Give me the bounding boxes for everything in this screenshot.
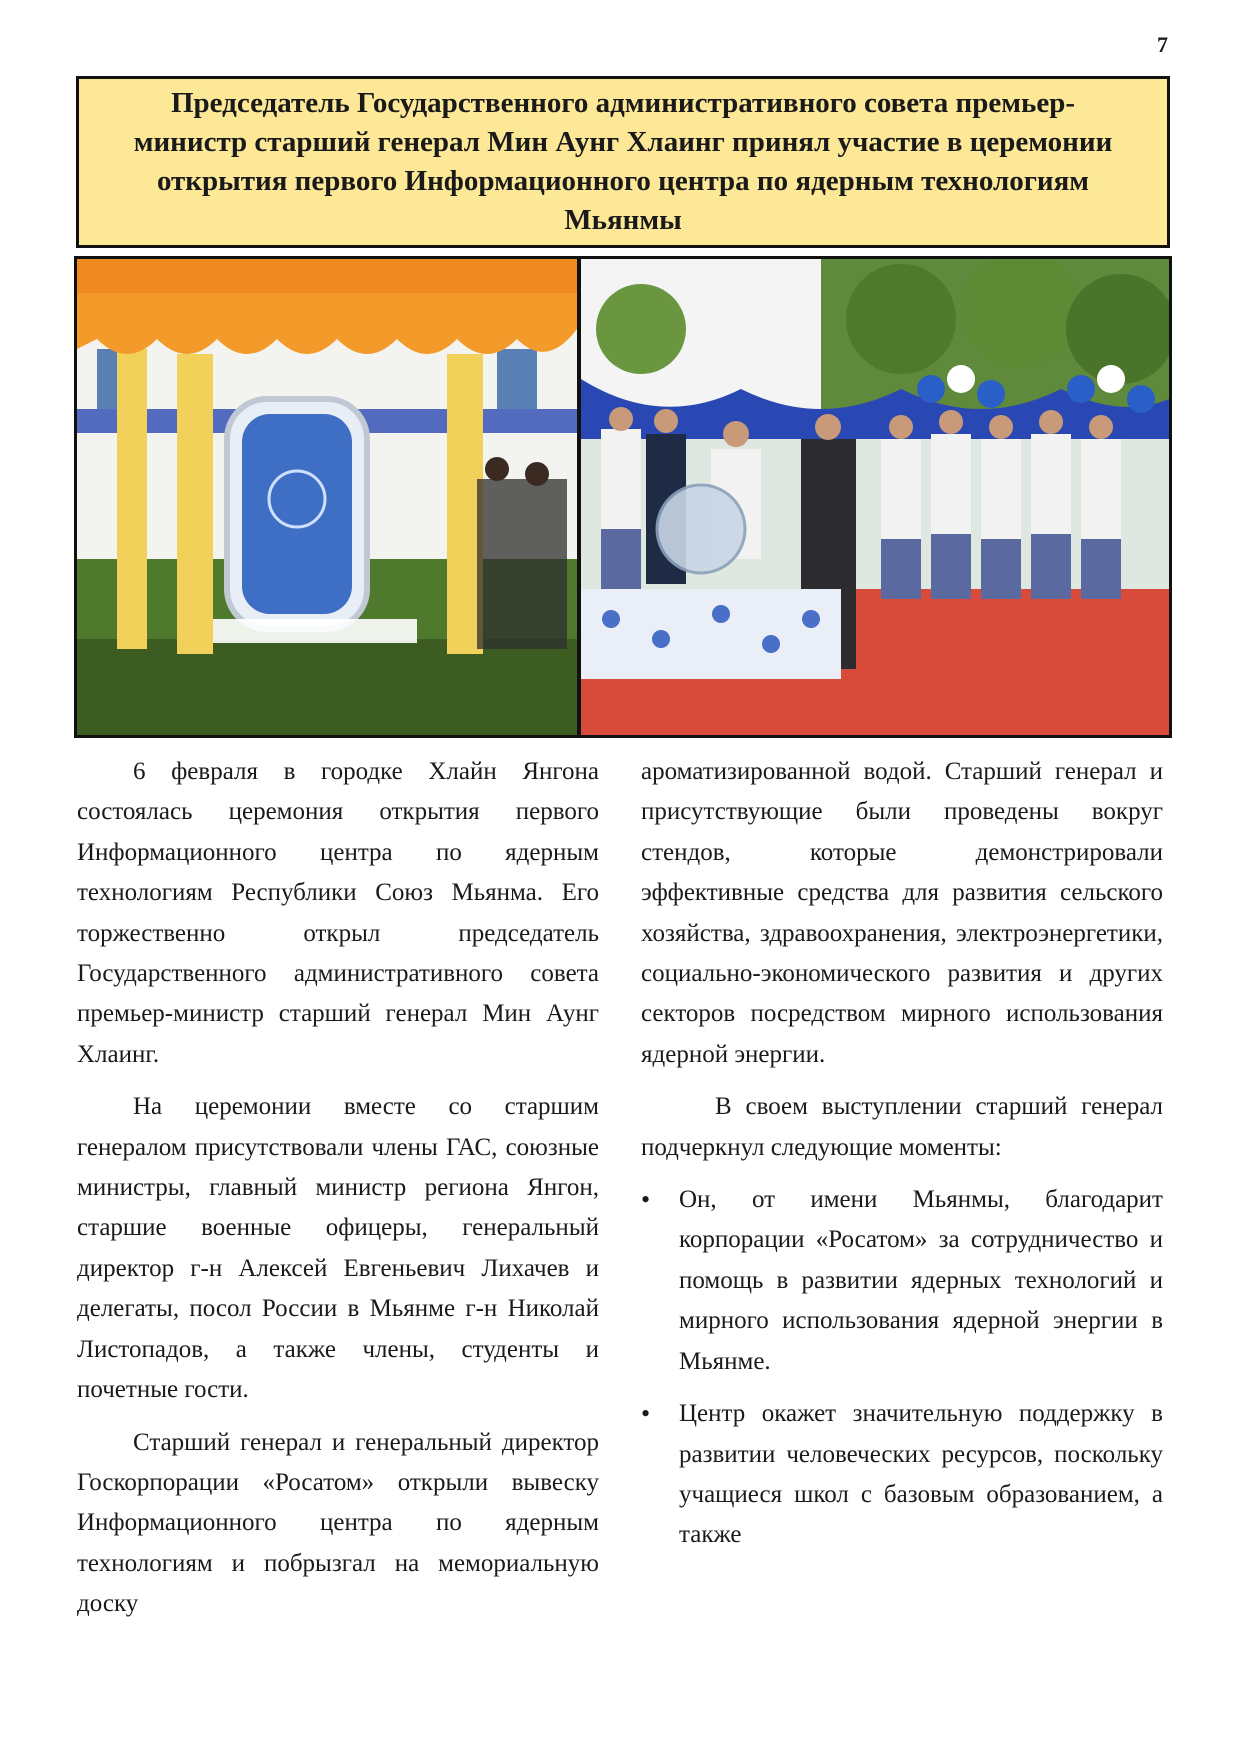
paragraph-attendees: На церемонии вместе со старшим генералом присутствовали члены ГАС, союзные министры, главный министр региона Янгон, старшие военные офицеры, генеральный директор г-н Алексей Евгеньевич Лихачев и делегаты, посол России в Мьянме г-н Николай Листопадов, а также члены, студенты и почетные гости. bbox=[77, 1093, 599, 1404]
photo-frame bbox=[74, 256, 1172, 738]
pavilion-illustration bbox=[77, 259, 577, 735]
list-item: • Он, от имени Мьянмы, благодарит корпорации «Росатом» за сотрудничество и помощь в развитии ядерных технологий и мирного использования ядерной энергии в Мьянме. bbox=[679, 1180, 1163, 1382]
article-body bbox=[77, 752, 1163, 1742]
ceremonial-pavilion-photo bbox=[77, 259, 577, 735]
unveiling-ceremony-photo bbox=[581, 259, 1169, 735]
paragraph-unveiling: Старший генерал и генеральный директор Госкорпорации «Росатом» открыли вывеску Информационного центра по ядерным технологиям и побрызгал на мемориальную доску bbox=[77, 1428, 599, 1618]
paragraph-speech-intro: В своем выступлении старший генерал подчеркнул следующие моменты: bbox=[641, 1093, 1163, 1161]
headline-box bbox=[76, 76, 1170, 248]
left-column bbox=[77, 752, 599, 1637]
headline: Председатель Государственного административного совета премьер-министр старший генерал Мин Аунг Хлаинг принял участие в церемонии открытия первого Информационного центра по ядерным технологиям Мьянмы bbox=[133, 87, 1113, 236]
speech-points-list bbox=[641, 1180, 1163, 1556]
list-item: • Центр окажет значительную поддержку в развитии человеческих ресурсов, поскольку учащиеся школ с базовым образованием, а также bbox=[679, 1394, 1163, 1556]
ceremony-illustration bbox=[581, 259, 1169, 735]
page-number: 7 bbox=[1157, 32, 1168, 57]
paragraph-opening: 6 февраля в городке Хлайн Янгона состоялась церемония открытия первого Информационного центра по ядерным технологиям Республики Союз Мьянма. Его торжественно открыл председатель Государственного административного совета премьер-министр старший генерал Мин Аунг Хлаинг. bbox=[77, 758, 599, 1068]
right-column bbox=[641, 752, 1163, 1568]
paragraph-continuation: ароматизированной водой. Старший генерал и присутствующие были проведены вокруг стендов, которые демонстрировали эффективные средства для развития сельского хозяйства, здравоохранения, электроэнергетики, социально-экономического развития и других секторов посредством мирного использования ядерной энергии. bbox=[641, 758, 1163, 1068]
